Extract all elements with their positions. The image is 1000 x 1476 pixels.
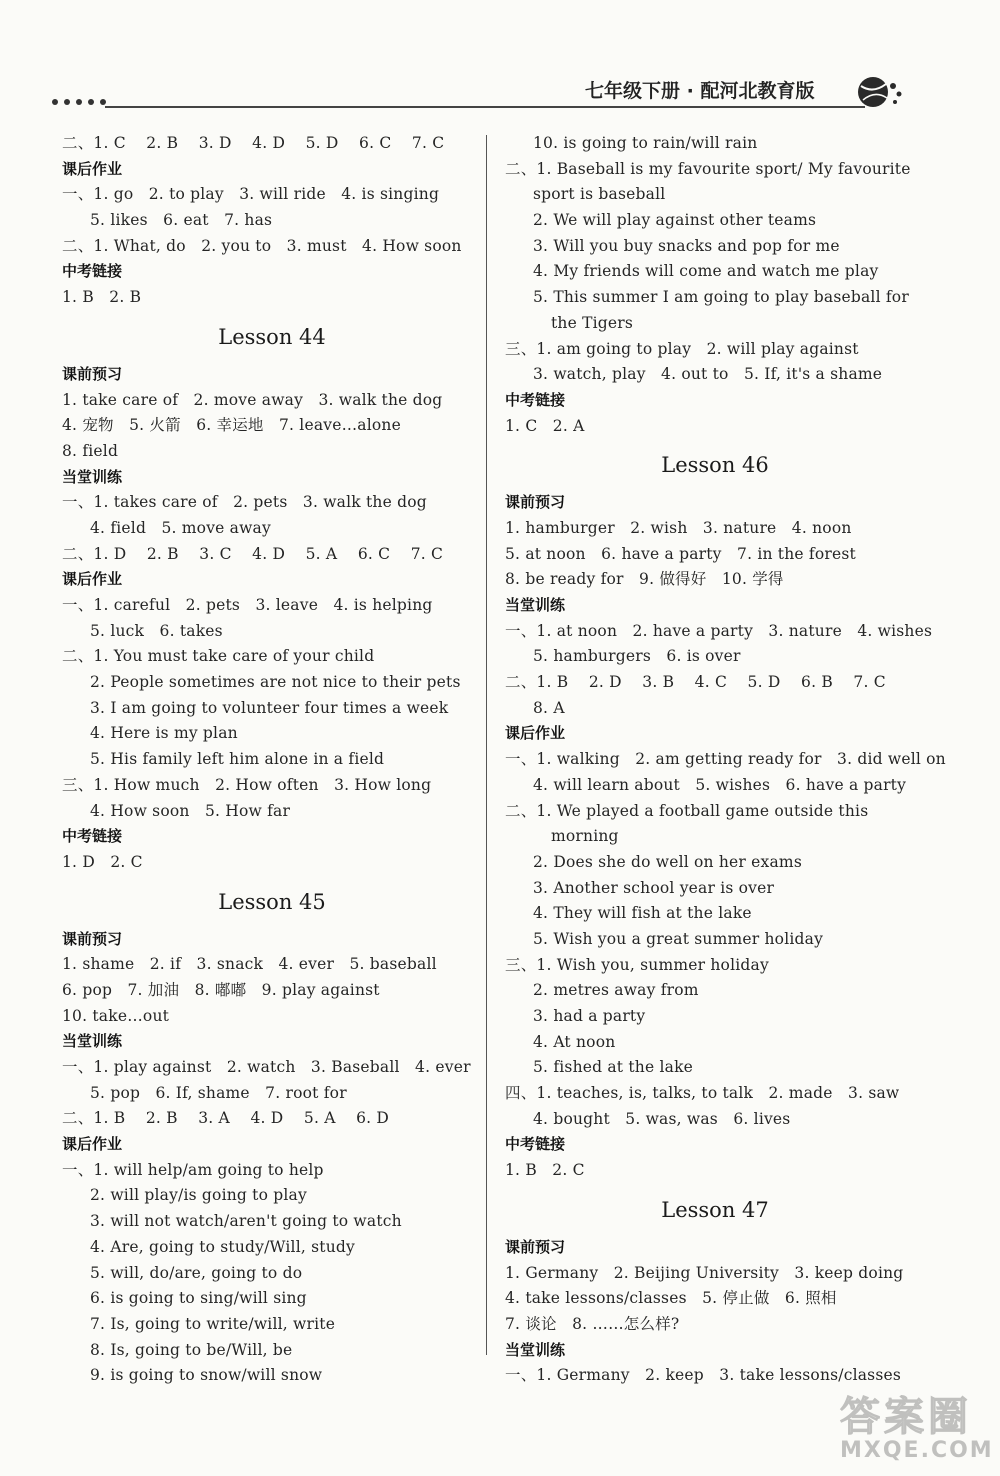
answer-line: 2. Does she do well on her exams <box>533 852 802 871</box>
page-header <box>0 0 1000 125</box>
section-heading: 中考链接 <box>505 390 566 409</box>
answer-line: sport is baseball <box>533 185 666 204</box>
answer-line: 二、1. C 2. B 3. D 4. D 5. D 6. C 7. C <box>62 134 445 152</box>
section-heading: 当堂训练 <box>505 1340 566 1359</box>
answer-line: 2. will play/is going to play <box>90 1186 307 1205</box>
answer-line: 一、1. careful 2. pets 3. leave 4. is helping <box>62 596 433 614</box>
answer-line: 一、1. at noon 2. have a party 3. nature 4. wishes <box>505 621 933 640</box>
section-heading: 中考链接 <box>62 827 123 846</box>
answer-line: 1. take care of 2. move away 3. walk the dog <box>62 390 443 409</box>
answer-line: 3. had a party <box>533 1007 646 1025</box>
column-divider <box>486 135 487 1355</box>
section-heading: 课前预习 <box>505 493 566 512</box>
answer-line: 2. metres away from <box>533 981 699 1000</box>
answer-line: 5. likes 6. eat 7. has <box>90 211 273 230</box>
answer-line: 6. is going to sing/will sing <box>90 1289 307 1308</box>
section-heading: 中考链接 <box>62 262 123 281</box>
left-column <box>62 131 482 1389</box>
answer-line: 三、1. am going to play 2. will play against <box>505 339 859 358</box>
answer-line: 1. hamburger 2. wish 3. nature 4. noon <box>505 518 852 537</box>
section-heading: 中考链接 <box>505 1135 566 1154</box>
lesson-title: Lesson 45 <box>218 889 326 914</box>
answer-line: 一、1. play against 2. watch 3. Baseball 4. ever <box>62 1058 471 1076</box>
lesson-title: Lesson 44 <box>218 324 326 349</box>
answer-line: 5. fished at the lake <box>533 1058 694 1077</box>
answer-line: 4. How soon 5. How far <box>90 801 291 820</box>
answer-line: 6. pop 7. 加油 8. 嘟嘟 9. play against <box>62 980 380 999</box>
answer-line: 1. D 2. C <box>62 852 143 871</box>
answer-line: 3. will not watch/aren't going to watch <box>90 1212 402 1231</box>
answer-line: 10. take…out <box>62 1006 170 1025</box>
answer-line: 5. will, do/are, going to do <box>90 1263 303 1282</box>
answer-line: 一、1. takes care of 2. pets 3. walk the dog <box>62 493 427 512</box>
answer-line: 8. Is, going to be/Will, be <box>90 1340 293 1359</box>
answer-line: 3. Will you buy snacks and pop for me <box>533 236 840 255</box>
answer-line: 9. is going to snow/will snow <box>90 1366 323 1385</box>
answer-line: 5. hamburgers 6. is over <box>533 647 741 666</box>
lesson-title: Lesson 47 <box>661 1197 769 1222</box>
answer-line: 二、1. You must take care of your child <box>62 647 375 666</box>
answer-line: 8. field <box>62 441 119 460</box>
answer-line: 3. watch, play 4. out to 5. If, it's a shame <box>533 365 883 384</box>
answer-line: 7. Is, going to write/will, write <box>90 1314 336 1333</box>
right-column <box>505 131 946 1389</box>
answer-line: 4. Here is my plan <box>90 724 238 743</box>
header-rule <box>105 106 865 108</box>
answer-line: 1. Germany 2. Beijing University 3. keep doing <box>505 1263 904 1282</box>
answer-line: 一、1. walking 2. am getting ready for 3. did well on <box>505 750 946 769</box>
answer-line: 5. luck 6. takes <box>90 621 223 640</box>
answer-line: 4. will learn about 5. wishes 6. have a party <box>533 775 907 794</box>
answer-line: 二、1. D 2. B 3. C 4. D 5. A 6. C 7. C <box>62 544 444 563</box>
answer-line: 4. My friends will come and watch me play <box>533 262 879 281</box>
answer-line: 4. At noon <box>533 1032 616 1051</box>
answer-line: 1. C 2. A <box>505 416 585 435</box>
section-heading: 课后作业 <box>505 724 566 743</box>
answer-line: 5. His family left him alone in a field <box>90 750 385 769</box>
answer-line: 5. at noon 6. have a party 7. in the forest <box>505 544 856 563</box>
section-heading: 当堂训练 <box>62 1032 123 1051</box>
answer-line: 三、1. How much 2. How often 3. How long <box>62 775 432 794</box>
answer-line: 2. We will play against other teams <box>533 211 817 230</box>
answer-line: 二、1. B 2. B 3. A 4. D 5. A 6. D <box>62 1109 390 1128</box>
answer-line: 8. A <box>533 698 565 717</box>
answer-line: 10. is going to rain/will rain <box>533 134 758 152</box>
answer-line: 5. pop 6. If, shame 7. root for <box>90 1083 347 1102</box>
answer-line: 4. take lessons/classes 5. 停止做 6. 照相 <box>505 1289 837 1308</box>
watermark-logo-text: 答案圈 <box>840 1394 972 1440</box>
section-heading: 课后作业 <box>62 1135 123 1154</box>
answer-line: the Tigers <box>551 313 634 332</box>
answer-line: morning <box>551 827 619 846</box>
answer-line: 二、1. We played a football game outside this <box>505 801 869 820</box>
watermark <box>840 1385 994 1465</box>
header-dots <box>52 99 106 105</box>
page-title: 七年级下册 · 配河北教育版 <box>585 80 815 102</box>
answer-line: 5. Wish you a great summer holiday <box>533 929 824 948</box>
section-heading: 课前预习 <box>505 1237 566 1256</box>
answer-line: 4. Are, going to study/Will, study <box>90 1237 355 1256</box>
answer-line: 2. People sometimes are not nice to their pets <box>90 673 461 692</box>
answer-line: 3. I am going to volunteer four times a week <box>90 698 449 717</box>
answer-line: 三、1. Wish you, summer holiday <box>505 955 769 974</box>
answer-line: 四、1. teaches, is, talks, to talk 2. made 3. saw <box>505 1084 900 1103</box>
answer-line: 1. B 2. C <box>505 1161 585 1180</box>
section-heading: 课后作业 <box>62 570 123 589</box>
answer-line: 二、1. Baseball is my favourite sport/ My favourite <box>505 159 911 178</box>
section-heading: 当堂训练 <box>505 596 566 614</box>
answer-line: 4. 宠物 5. 火箭 6. 幸运地 7. leave…alone <box>62 416 401 435</box>
lesson-title: Lesson 46 <box>661 453 769 478</box>
section-heading: 课前预习 <box>62 929 123 948</box>
answer-line: 二、1. B 2. D 3. B 4. C 5. D 6. B 7. C <box>505 673 886 692</box>
answer-line: 二、1. What, do 2. you to 3. must 4. How soon <box>62 236 462 255</box>
answer-line: 一、1. will help/am going to help <box>62 1160 324 1179</box>
answer-line: 1. shame 2. if 3. snack 4. ever 5. baseball <box>62 955 437 974</box>
answer-line: 8. be ready for 9. 做得好 10. 学得 <box>505 570 784 589</box>
answer-line: 4. field 5. move away <box>90 518 271 537</box>
answer-line: 一、1. go 2. to play 3. will ride 4. is singing <box>62 185 440 204</box>
watermark-url: MXQE.COM <box>840 1438 994 1463</box>
answer-line: 3. Another school year is over <box>533 878 775 897</box>
answer-line: 4. bought 5. was, was 6. lives <box>533 1109 791 1128</box>
answer-line: 一、1. Germany 2. keep 3. take lessons/classes <box>505 1366 902 1385</box>
section-heading: 课后作业 <box>62 159 123 178</box>
answer-line: 5. This summer I am going to play baseball for <box>533 288 909 307</box>
answer-line: 4. They will fish at the lake <box>533 904 752 923</box>
section-heading: 课前预习 <box>62 364 123 383</box>
answer-line: 1. B 2. B <box>62 288 142 307</box>
ball-logo-icon <box>855 72 905 112</box>
answer-line: 7. 谈论 8. ……怎么样? <box>505 1314 680 1333</box>
section-heading: 当堂训练 <box>62 467 123 486</box>
